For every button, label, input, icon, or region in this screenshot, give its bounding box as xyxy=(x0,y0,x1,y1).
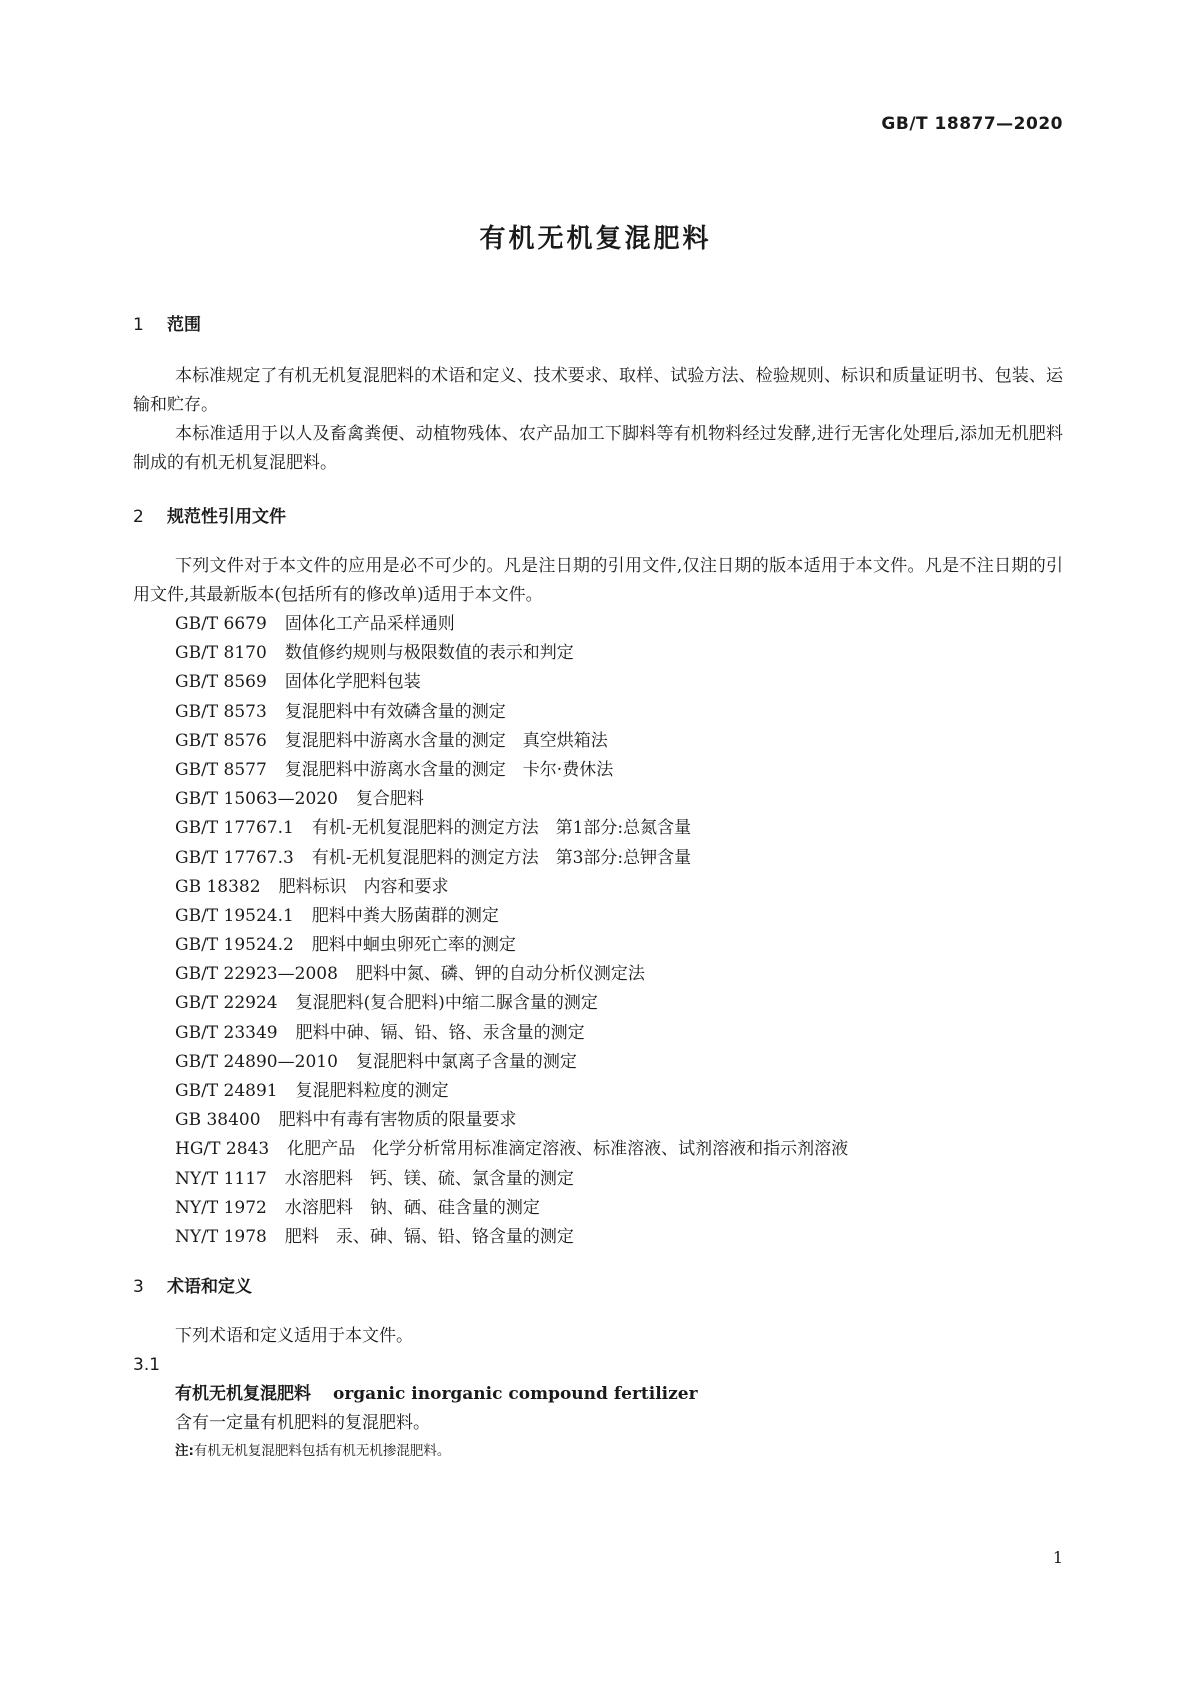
reference-code: GB/T 8577 xyxy=(175,759,267,780)
document-title: 有机无机复混肥料 xyxy=(479,224,712,254)
reference-code: GB/T 22923—2008 xyxy=(175,964,338,985)
reference-item xyxy=(133,727,1063,756)
reference-item xyxy=(133,873,1063,902)
reference-title: 固体化工产品采样通则 xyxy=(284,614,455,634)
section-number: 3 xyxy=(133,1277,144,1298)
reference-code: GB/T 24890—2010 xyxy=(175,1051,338,1072)
term-number: 3.1 xyxy=(133,1355,161,1376)
reference-title: 肥料标识 内容和要求 xyxy=(278,876,449,897)
reference-item xyxy=(133,1019,1063,1048)
reference-code: NY/T 1972 xyxy=(175,1197,267,1218)
reference-list xyxy=(133,610,1063,1252)
reference-code: GB 18382 xyxy=(175,876,261,897)
reference-title: 复混肥料粒度的测定 xyxy=(295,1081,449,1101)
reference-code: GB/T 8170 xyxy=(175,643,267,664)
reference-item xyxy=(133,785,1063,814)
document-body xyxy=(133,312,1063,1464)
reference-title: 水溶肥料 钙、镁、硫、氯含量的测定 xyxy=(284,1168,574,1189)
reference-title: 有机-无机复混肥料的测定方法 第1部分:总氮含量 xyxy=(311,818,692,839)
section-title: 规范性引用文件 xyxy=(167,507,286,527)
note-text: 有机无机复混肥料包括有机无机掺混肥料。 xyxy=(193,1443,451,1460)
reference-code: NY/T 1978 xyxy=(175,1226,267,1247)
reference-title: 化肥产品 化学分析常用标准滴定溶液、标准溶液、试剂溶液和指示剂溶液 xyxy=(287,1139,849,1160)
reference-code: NY/T 1117 xyxy=(175,1168,267,1189)
reference-title: 复混肥料(复合肥料)中缩二脲含量的测定 xyxy=(295,993,598,1014)
section-title: 术语和定义 xyxy=(167,1277,252,1298)
paragraph: 本标准适用于以人及畜禽粪便、动植物残体、农产品加工下脚料等有机物料经过发酵,进行无害化处理后,添加无机肥料制成的有机无机复混肥料。 xyxy=(133,424,1063,473)
section-terms xyxy=(133,1274,1063,1464)
standard-code: GB/T 18877—2020 xyxy=(881,114,1063,134)
reference-code: GB/T 8569 xyxy=(175,672,267,693)
reference-title: 水溶肥料 钠、硒、硅含量的测定 xyxy=(284,1197,540,1218)
reference-code: GB/T 15063—2020 xyxy=(175,789,338,810)
reference-title: 复合肥料 xyxy=(355,789,424,810)
reference-item xyxy=(133,960,1063,989)
reference-code: GB/T 6679 xyxy=(175,614,267,634)
reference-title: 复混肥料中氯离子含量的测定 xyxy=(355,1051,577,1072)
paragraph: 下列术语和定义适用于本文件。 xyxy=(175,1326,413,1347)
section-scope xyxy=(133,312,1063,478)
reference-item xyxy=(133,931,1063,960)
reference-code: GB/T 19524.2 xyxy=(175,935,294,956)
reference-item xyxy=(133,989,1063,1018)
reference-title: 复混肥料中有效磷含量的测定 xyxy=(284,701,506,722)
reference-item xyxy=(133,698,1063,727)
term-note xyxy=(133,1438,1063,1464)
term-entry xyxy=(133,1380,1063,1409)
section-title: 范围 xyxy=(167,315,201,335)
term-english: organic inorganic compound fertilizer xyxy=(333,1384,698,1405)
reference-code: GB/T 17767.1 xyxy=(175,818,294,839)
note-label: 注: xyxy=(175,1443,194,1460)
paragraph: 下列文件对于本文件的应用是必不可少的。凡是注日期的引用文件,仅注日期的版本适用于本文件。凡是不注日期的引用文件,其最新版本(包括所有的修改单)适用于本文件。 xyxy=(133,556,1063,605)
reference-title: 数值修约规则与极限数值的表示和判定 xyxy=(284,643,574,664)
term-chinese: 有机无机复混肥料 xyxy=(175,1384,311,1405)
reference-code: GB/T 24891 xyxy=(175,1081,278,1101)
section-heading xyxy=(133,1274,1063,1300)
reference-item xyxy=(133,844,1063,873)
reference-code: HG/T 2843 xyxy=(175,1139,270,1160)
reference-title: 肥料中砷、镉、铅、铬、汞含量的测定 xyxy=(295,1022,585,1043)
reference-code: GB/T 23349 xyxy=(175,1022,278,1043)
reference-code: GB/T 17767.3 xyxy=(175,847,294,868)
reference-title: 肥料中粪大肠菌群的测定 xyxy=(311,905,499,926)
reference-title: 肥料中有毒有害物质的限量要求 xyxy=(278,1110,517,1131)
reference-item xyxy=(133,1223,1063,1252)
reference-item xyxy=(133,668,1063,697)
section-number: 1 xyxy=(133,315,144,335)
section-number: 2 xyxy=(133,507,144,527)
reference-title: 复混肥料中游离水含量的测定 卡尔·费休法 xyxy=(284,759,614,780)
reference-item xyxy=(133,610,1063,639)
reference-code: GB/T 22924 xyxy=(175,993,278,1014)
reference-item xyxy=(133,1077,1063,1106)
section-heading xyxy=(133,504,1063,530)
reference-item xyxy=(133,1048,1063,1077)
term-definition: 含有一定量有机肥料的复混肥料。 xyxy=(175,1413,430,1434)
reference-title: 肥料中蛔虫卵死亡率的测定 xyxy=(311,935,516,956)
reference-code: GB/T 8576 xyxy=(175,730,267,751)
reference-item xyxy=(133,902,1063,931)
paragraph: 本标准规定了有机无机复混肥料的术语和定义、技术要求、取样、试验方法、检验规则、标识和质量证明书、包装、运输和贮存。 xyxy=(133,366,1063,415)
reference-title: 固体化学肥料包装 xyxy=(284,672,421,693)
reference-item xyxy=(133,1106,1063,1135)
reference-title: 肥料 汞、砷、镉、铅、铬含量的测定 xyxy=(284,1226,574,1247)
reference-item xyxy=(133,814,1063,843)
reference-item xyxy=(133,639,1063,668)
page-number: 1 xyxy=(1052,1548,1063,1567)
reference-title: 肥料中氮、磷、钾的自动分析仪测定法 xyxy=(355,964,645,985)
reference-item xyxy=(133,756,1063,785)
reference-item xyxy=(133,1165,1063,1194)
reference-code: GB 38400 xyxy=(175,1110,261,1131)
reference-item xyxy=(133,1194,1063,1223)
section-heading xyxy=(133,312,1063,338)
reference-title: 有机-无机复混肥料的测定方法 第3部分:总钾含量 xyxy=(311,847,692,868)
reference-code: GB/T 19524.1 xyxy=(175,905,294,926)
reference-item xyxy=(133,1135,1063,1164)
section-normative-references xyxy=(133,504,1063,1252)
reference-title: 复混肥料中游离水含量的测定 真空烘箱法 xyxy=(284,730,608,751)
reference-code: GB/T 8573 xyxy=(175,701,267,722)
